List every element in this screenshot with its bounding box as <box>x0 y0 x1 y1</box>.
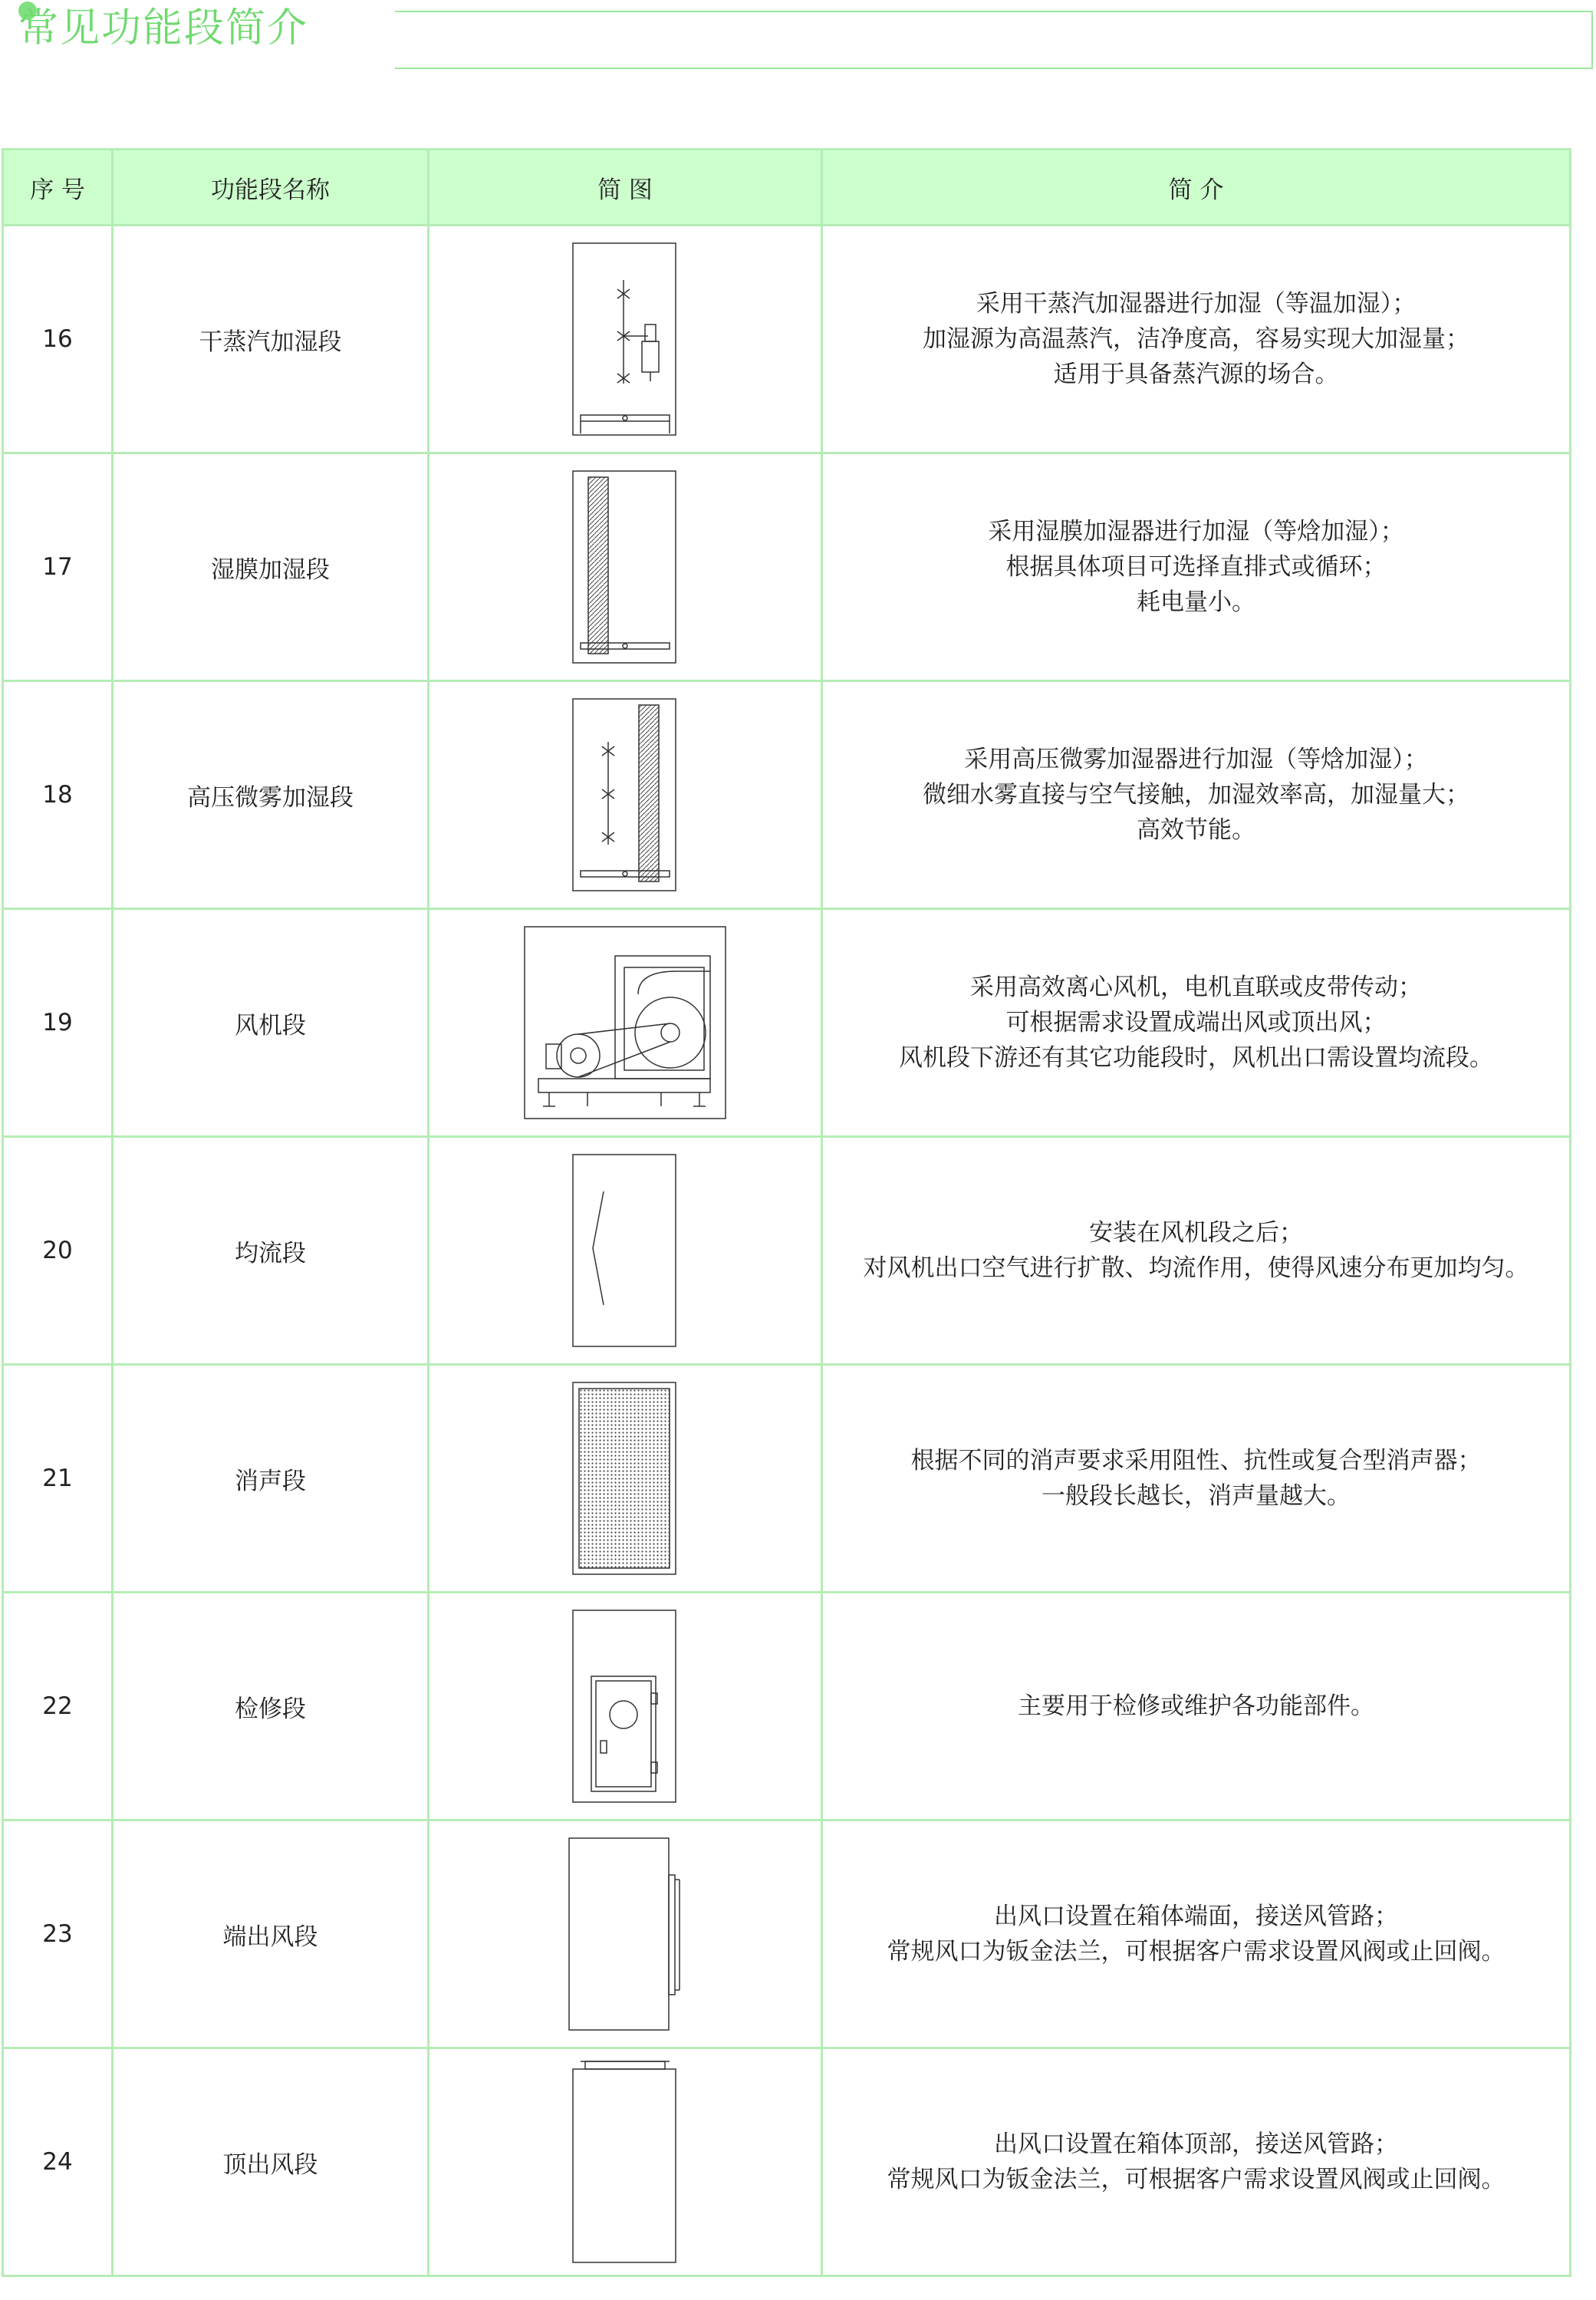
row-name: 风机段 <box>113 909 429 1137</box>
header-index: 序 号 <box>3 150 113 226</box>
row-diagram <box>429 909 822 1137</box>
row-index: 20 <box>3 1137 113 1365</box>
desc-line: 对风机出口空气进行扩散、均流作用，使得风速分布更加均匀。 <box>863 1254 1529 1282</box>
row-diagram <box>429 1593 822 1821</box>
inspection-door-diagram-icon <box>571 1609 679 1804</box>
row-desc <box>822 2048 1571 2276</box>
desc-line: 出风口设置在箱体顶部，接送风管路； <box>994 2130 1398 2158</box>
desc-line: 采用干蒸汽加湿器进行加湿（等温加湿）； <box>976 290 1417 318</box>
table-row <box>3 226 1571 453</box>
row-desc <box>822 1593 1571 1821</box>
row-diagram <box>429 453 822 681</box>
table-row <box>3 1365 1571 1593</box>
row-name: 检修段 <box>113 1593 429 1821</box>
table-row <box>3 909 1571 1137</box>
wet-film-humidifier-diagram-icon <box>571 470 679 664</box>
top-outlet-diagram-icon <box>571 2058 679 2265</box>
silencer-diagram-icon <box>571 1381 679 1576</box>
desc-line: 采用高效离心风机，电机直联或皮带传动； <box>970 974 1422 1001</box>
fan-section-diagram-icon <box>523 925 727 1120</box>
row-index: 19 <box>3 909 113 1137</box>
row-desc <box>822 1365 1571 1593</box>
table-row <box>3 1137 1571 1365</box>
function-section-table <box>2 148 1571 2277</box>
page-title: 常见功能段简介 <box>18 5 309 51</box>
desc-line: 采用湿膜加湿器进行加湿（等焓加湿）； <box>988 518 1404 545</box>
page-header <box>0 0 1596 77</box>
desc-line: 适用于具备蒸汽源的场合。 <box>1053 361 1339 388</box>
row-diagram <box>429 1365 822 1593</box>
row-diagram <box>429 681 822 909</box>
table-row <box>3 1821 1571 2048</box>
row-name: 消声段 <box>113 1365 429 1593</box>
desc-line: 根据具体项目可选择直排式或循环； <box>1005 553 1387 581</box>
desc-line: 一般段长越长，消声量越大。 <box>1042 1482 1351 1510</box>
row-desc <box>822 681 1571 909</box>
header-desc: 简 介 <box>822 150 1571 226</box>
desc-line: 采用高压微雾加湿器进行加湿（等焓加湿）； <box>964 746 1428 773</box>
table-row <box>3 681 1571 909</box>
row-name: 顶出风段 <box>113 2048 429 2276</box>
row-index: 17 <box>3 453 113 681</box>
row-diagram <box>429 226 822 453</box>
desc-line: 主要用于检修或维护各功能部件。 <box>1018 1692 1374 1720</box>
desc-line: 安装在风机段之后； <box>1089 1219 1303 1247</box>
row-diagram <box>429 1137 822 1365</box>
row-diagram <box>429 1821 822 2048</box>
table-row <box>3 453 1571 681</box>
desc-line: 出风口设置在箱体端面，接送风管路； <box>994 1903 1398 1930</box>
desc-line: 可根据需求设置成端出风或顶出风； <box>1005 1009 1387 1036</box>
row-desc <box>822 226 1571 453</box>
title-frame <box>395 11 1593 69</box>
desc-line: 加湿源为高温蒸汽，洁净度高，容易实现大加湿量； <box>923 325 1469 353</box>
row-desc <box>822 1821 1571 2048</box>
desc-line: 高效节能。 <box>1137 816 1255 844</box>
row-name: 湿膜加湿段 <box>113 453 429 681</box>
row-name: 均流段 <box>113 1137 429 1365</box>
header-name: 功能段名称 <box>113 150 429 226</box>
high-pressure-mist-humidifier-diagram-icon <box>571 697 679 892</box>
table-row <box>3 2048 1571 2276</box>
row-index: 24 <box>3 2048 113 2276</box>
desc-line: 常规风口为钣金法兰，可根据客户需求设置风阀或止回阀。 <box>887 2166 1506 2193</box>
dry-steam-humidifier-diagram-icon <box>571 242 679 437</box>
desc-line: 根据不同的消声要求采用阻性、抗性或复合型消声器； <box>910 1447 1482 1475</box>
table-header-row <box>3 150 1571 226</box>
row-diagram <box>429 2048 822 2276</box>
row-name: 干蒸汽加湿段 <box>113 226 429 453</box>
flow-equalizer-diagram-icon <box>571 1153 679 1348</box>
row-desc <box>822 1137 1571 1365</box>
row-index: 21 <box>3 1365 113 1593</box>
desc-line: 风机段下游还有其它功能段时，风机出口需设置均流段。 <box>899 1044 1493 1072</box>
desc-line: 微细水雾直接与空气接触，加湿效率高，加湿量大； <box>923 781 1469 809</box>
header-diagram: 简 图 <box>429 150 822 226</box>
end-outlet-diagram-icon <box>568 1837 683 2031</box>
desc-line: 常规风口为钣金法兰，可根据客户需求设置风阀或止回阀。 <box>887 1938 1506 1966</box>
row-index: 18 <box>3 681 113 909</box>
row-name: 端出风段 <box>113 1821 429 2048</box>
row-index: 16 <box>3 226 113 453</box>
table-row <box>3 1593 1571 1821</box>
row-index: 22 <box>3 1593 113 1821</box>
row-desc <box>822 909 1571 1137</box>
desc-line: 耗电量小。 <box>1137 588 1255 616</box>
row-index: 23 <box>3 1821 113 2048</box>
row-name: 高压微雾加湿段 <box>113 681 429 909</box>
row-desc <box>822 453 1571 681</box>
